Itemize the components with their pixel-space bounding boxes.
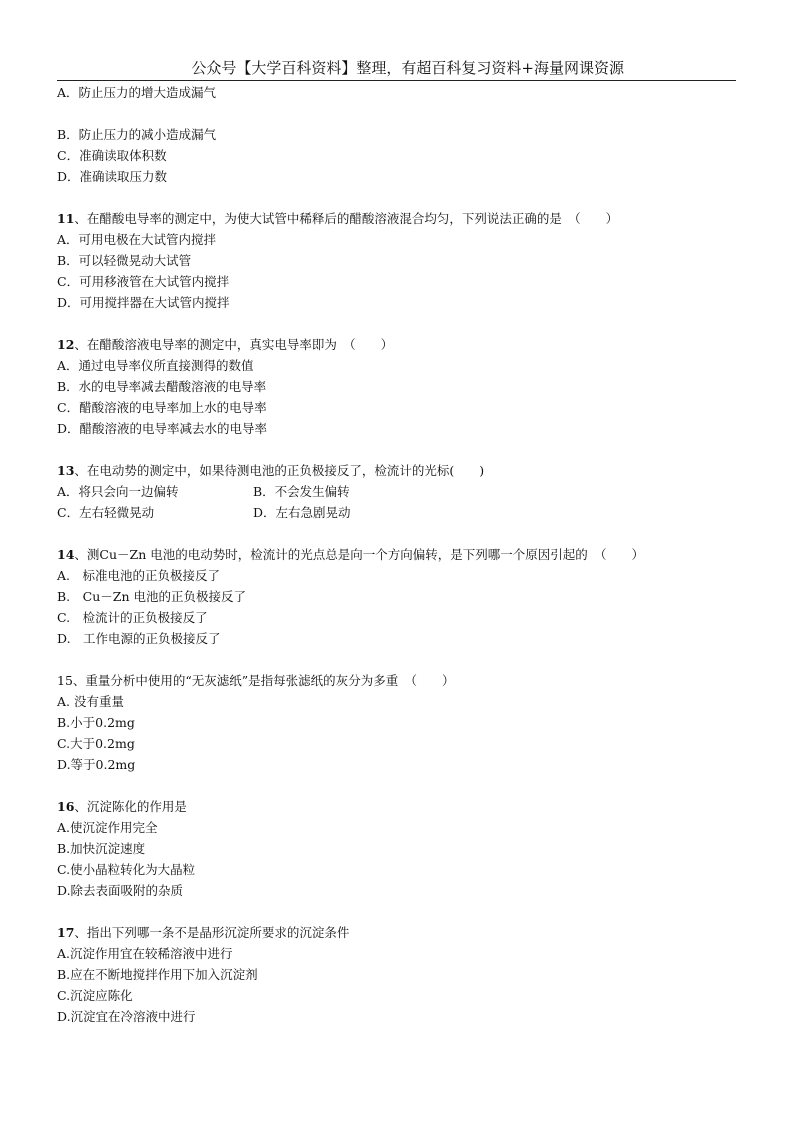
question-number: 11 bbox=[57, 211, 75, 226]
q11-option-c: C．可用移液管在大试管内搅拌 bbox=[57, 274, 230, 289]
q13-option-d: D．左右急剧晃动 bbox=[253, 505, 351, 520]
page-header bbox=[57, 58, 736, 81]
spacer bbox=[57, 439, 737, 460]
spacer bbox=[57, 103, 737, 124]
q12-option-a: A．通过电导率仪所直接测得的数值 bbox=[57, 358, 254, 373]
question-12 bbox=[57, 334, 737, 355]
q14-option-c: C. 检流计的正负极接反了 bbox=[57, 610, 208, 625]
q14-option-d: D. 工作电源的正负极接反了 bbox=[57, 631, 221, 646]
question-16 bbox=[57, 796, 737, 817]
header-text: 公众号【大学百科资料】整理，有超百科复习资料+海量网课资源 bbox=[191, 59, 624, 77]
question-text: 、在电动势的测定中，如果待测电池的正负极接反了，检流计的光标( ) bbox=[74, 463, 485, 478]
q10-option-a: A．防止压力的增大造成漏气 bbox=[57, 85, 217, 100]
q13-options-row-2 bbox=[57, 502, 737, 523]
question-14 bbox=[57, 544, 737, 565]
q12-option-c: C．醋酸溶液的电导率加上水的电导率 bbox=[57, 400, 267, 415]
question-text: 、沉淀陈化的作用是 bbox=[74, 799, 187, 814]
q16-option-b: B.加快沉淀速度 bbox=[57, 841, 146, 856]
q13-option-c: C．左右轻微晃动 bbox=[57, 505, 155, 520]
spacer bbox=[57, 313, 737, 334]
question-13 bbox=[57, 460, 737, 481]
spacer bbox=[57, 187, 737, 208]
question-number: 12 bbox=[57, 337, 75, 352]
question-text: 、在醋酸溶液电导率的测定中，真实电导率即为 （ ） bbox=[74, 337, 394, 352]
q14-option-b: B. Cu－Zn 电池的正负极接反了 bbox=[57, 589, 246, 604]
q11-option-b: B．可以轻微晃动大试管 bbox=[57, 253, 192, 268]
question-17 bbox=[57, 922, 737, 943]
q10-option-b: B．防止压力的减小造成漏气 bbox=[57, 127, 217, 142]
q13-option-b: B．不会发生偏转 bbox=[253, 484, 350, 499]
q16-option-c: C.使小晶粒转化为大晶粒 bbox=[57, 862, 196, 877]
q11-option-d: D．可用搅拌器在大试管内搅拌 bbox=[57, 295, 230, 310]
spacer bbox=[57, 901, 737, 922]
question-text: 、指出下列哪一条不是晶形沉淀所要求的沉淀条件 bbox=[74, 925, 350, 940]
q12-option-d: D．醋酸溶液的电导率减去水的电导率 bbox=[57, 421, 268, 436]
q14-option-a: A. 标准电池的正负极接反了 bbox=[57, 568, 221, 583]
q15-option-b: B.小于0.2mg bbox=[57, 715, 135, 730]
question-11 bbox=[57, 208, 737, 229]
q13-options-row-1 bbox=[57, 481, 737, 502]
q17-option-b: B.应在不断地搅拌作用下加入沉淀剂 bbox=[57, 967, 258, 982]
q17-option-d: D.沉淀宜在冷溶液中进行 bbox=[57, 1009, 196, 1024]
question-text: 、在醋酸电导率的测定中，为使大试管中稀释后的醋酸溶液混合均匀，下列说法正确的是 （ ） bbox=[74, 211, 619, 226]
question-15: 15、重量分析中使用的“无灰滤纸”是指每张滤纸的灰分为多重 （ ） bbox=[57, 673, 455, 688]
q10-option-c: C．准确读取体积数 bbox=[57, 148, 167, 163]
q15-option-c: C.大于0.2mg bbox=[57, 736, 135, 751]
q15-option-a: A. 没有重量 bbox=[57, 694, 124, 709]
spacer bbox=[57, 523, 737, 544]
q13-option-a: A．将只会向一边偏转 bbox=[57, 484, 179, 499]
question-number: 17 bbox=[57, 925, 75, 940]
q16-option-a: A.使沉淀作用完全 bbox=[57, 820, 158, 835]
question-number: 14 bbox=[57, 547, 75, 562]
q10-option-d: D．准确读取压力数 bbox=[57, 169, 168, 184]
question-text: 、测Cu－Zn 电池的电动势时，检流计的光点总是向一个方向偏转，是下列哪一个原因引起的 （ ） bbox=[74, 547, 644, 562]
q17-option-c: C.沉淀应陈化 bbox=[57, 988, 133, 1003]
spacer bbox=[57, 649, 737, 670]
question-number: 16 bbox=[57, 799, 75, 814]
document-body bbox=[57, 82, 737, 1027]
question-number: 13 bbox=[57, 463, 75, 478]
q11-option-a: A．可用电极在大试管内搅拌 bbox=[57, 232, 217, 247]
q12-option-b: B．水的电导率减去醋酸溶液的电导率 bbox=[57, 379, 267, 394]
q15-option-d: D.等于0.2mg bbox=[57, 757, 136, 772]
q16-option-d: D.除去表面吸附的杂质 bbox=[57, 883, 184, 898]
q17-option-a: A.沉淀作用宜在较稀溶液中进行 bbox=[57, 946, 233, 961]
spacer bbox=[57, 775, 737, 796]
